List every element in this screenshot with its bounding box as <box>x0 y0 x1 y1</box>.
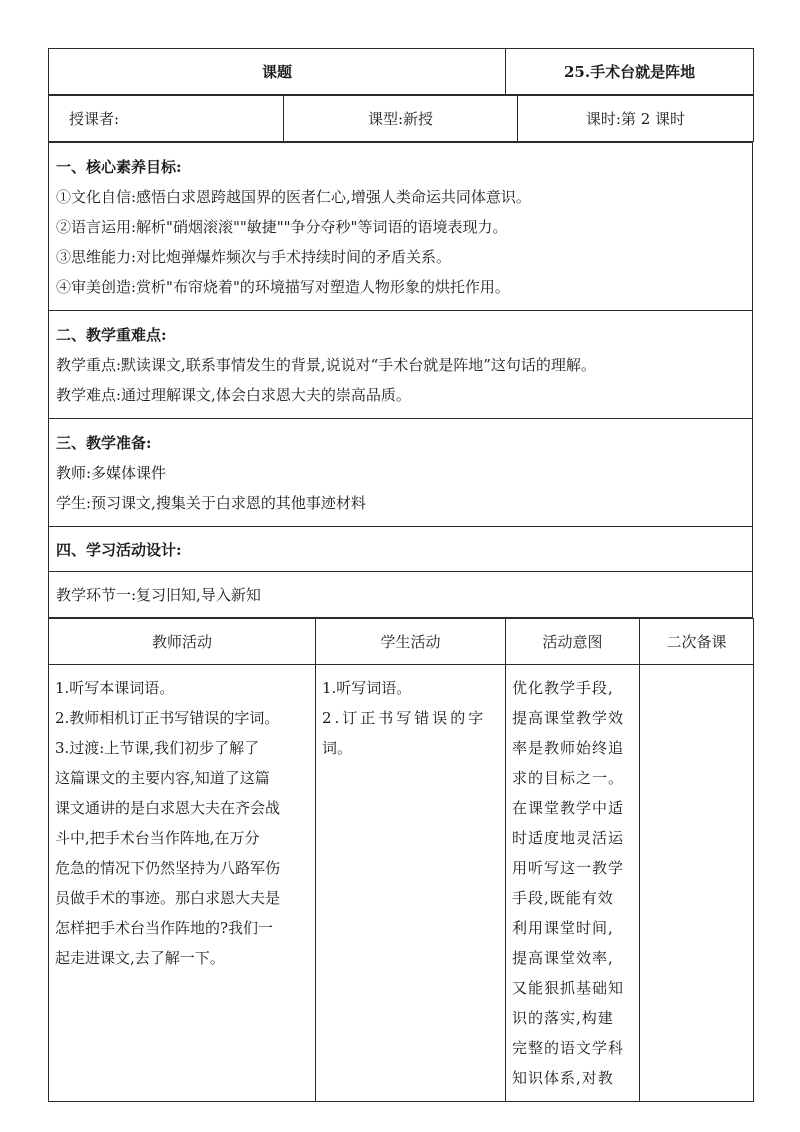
topic-value: 25.手术台就是阵地 <box>506 49 754 95</box>
intent-line: 在课堂教学中适 <box>512 799 625 817</box>
key-point-item: 教学重点:默读课文,联系事情发生的背景,说说对“手术台就是阵地”这句话的理解。 <box>56 356 596 374</box>
teaching-stage-label: 教学环节一:复习旧知,导入新知 <box>49 572 753 618</box>
sections-table <box>48 142 753 618</box>
teacher-line: 斗中,把手术台当作阵地,在万分 <box>55 829 260 847</box>
intent-line: 又能狠抓基础知 <box>512 979 625 997</box>
intent-line: 知识体系,对教 <box>512 1069 614 1087</box>
student-line: 1.听写词语。 <box>322 679 412 697</box>
preparation-item: 教师:多媒体课件 <box>56 464 167 482</box>
column-header-student: 学生活动 <box>316 619 506 665</box>
activity-table <box>48 618 754 1102</box>
student-activity-cell <box>316 665 506 1102</box>
section-activity-heading: 四、学习活动设计: <box>49 527 753 572</box>
section-heading: 三、教学准备: <box>56 434 152 452</box>
goal-item: ④审美创造:赏析"布帘烧着"的环境描写对塑造人物形象的烘托作用。 <box>56 278 510 296</box>
intent-line: 率是教师始终追 <box>512 739 625 757</box>
teacher-line: 怎样把手术台当作阵地的?我们一 <box>55 919 274 937</box>
info-row-table <box>48 95 754 142</box>
intent-line: 完整的语文学科 <box>512 1039 625 1057</box>
intent-line: 利用课堂时间, <box>512 919 614 937</box>
student-line: 词。 <box>322 739 353 757</box>
teacher-line: 2.教师相机订正书写错误的字词。 <box>55 709 280 727</box>
teacher-line: 这篇课文的主要内容,知道了这篇 <box>55 769 270 787</box>
topic-label: 课题 <box>49 49 506 95</box>
activity-intent-cell <box>506 665 640 1102</box>
goal-item: ①文化自信:感悟白求恩跨越国界的医者仁心,增强人类命运共同体意识。 <box>56 188 531 206</box>
lesson-plan-document <box>48 48 753 1102</box>
intent-line: 优化教学手段, <box>512 679 614 697</box>
lesson-type: 课型:新授 <box>284 96 518 142</box>
intent-line: 提高课堂效率, <box>512 949 614 967</box>
teacher-label: 授课者: <box>49 96 284 142</box>
column-header-intent: 活动意图 <box>506 619 640 665</box>
teacher-activity-cell <box>49 665 316 1102</box>
intent-line: 用听写这一教学 <box>512 859 625 877</box>
lesson-period: 课时:第 2 课时 <box>518 96 754 142</box>
intent-line: 手段,既能有效 <box>512 889 614 907</box>
goal-item: ②语言运用:解析"硝烟滚滚""敏捷""争分夺秒"等词语的语境表现力。 <box>56 218 508 236</box>
intent-line: 求的目标之一。 <box>512 769 625 787</box>
teacher-line: 3.过渡:上节课,我们初步了解了 <box>55 739 260 757</box>
teacher-line: 1.听写本课词语。 <box>55 679 175 697</box>
intent-line: 时适度地灵活运 <box>512 829 625 847</box>
teacher-line: 员做手术的事迹。那白求恩大夫是 <box>55 889 281 907</box>
teacher-line: 课文通讲的是白求恩大夫在齐会战 <box>55 799 281 817</box>
goal-item: ③思维能力:对比炮弹爆炸频次与手术持续时间的矛盾关系。 <box>56 248 452 266</box>
lesson-plan-table <box>48 48 754 95</box>
section-heading: 一、核心素养目标: <box>56 158 182 176</box>
column-header-teacher: 教师活动 <box>49 619 316 665</box>
section-goals <box>49 143 753 311</box>
student-line: 2.订正书写错误的字 <box>322 709 487 727</box>
intent-line: 提高课堂教学效 <box>512 709 625 727</box>
section-preparation <box>49 419 753 527</box>
column-header-second-prep: 二次备课 <box>640 619 754 665</box>
intent-line: 识的落实,构建 <box>512 1009 614 1027</box>
section-key-points <box>49 311 753 419</box>
section-heading: 二、教学重难点: <box>56 326 167 344</box>
preparation-item: 学生:预习课文,搜集关于白求恩的其他事迹材料 <box>56 494 366 512</box>
key-point-item: 教学难点:通过理解课文,体会白求恩大夫的崇高品质。 <box>56 386 411 404</box>
second-prep-cell <box>640 665 754 1102</box>
teacher-line: 起走进课文,去了解一下。 <box>55 949 225 967</box>
teacher-line: 危急的情况下仍然坚持为八路军伤 <box>55 859 281 877</box>
